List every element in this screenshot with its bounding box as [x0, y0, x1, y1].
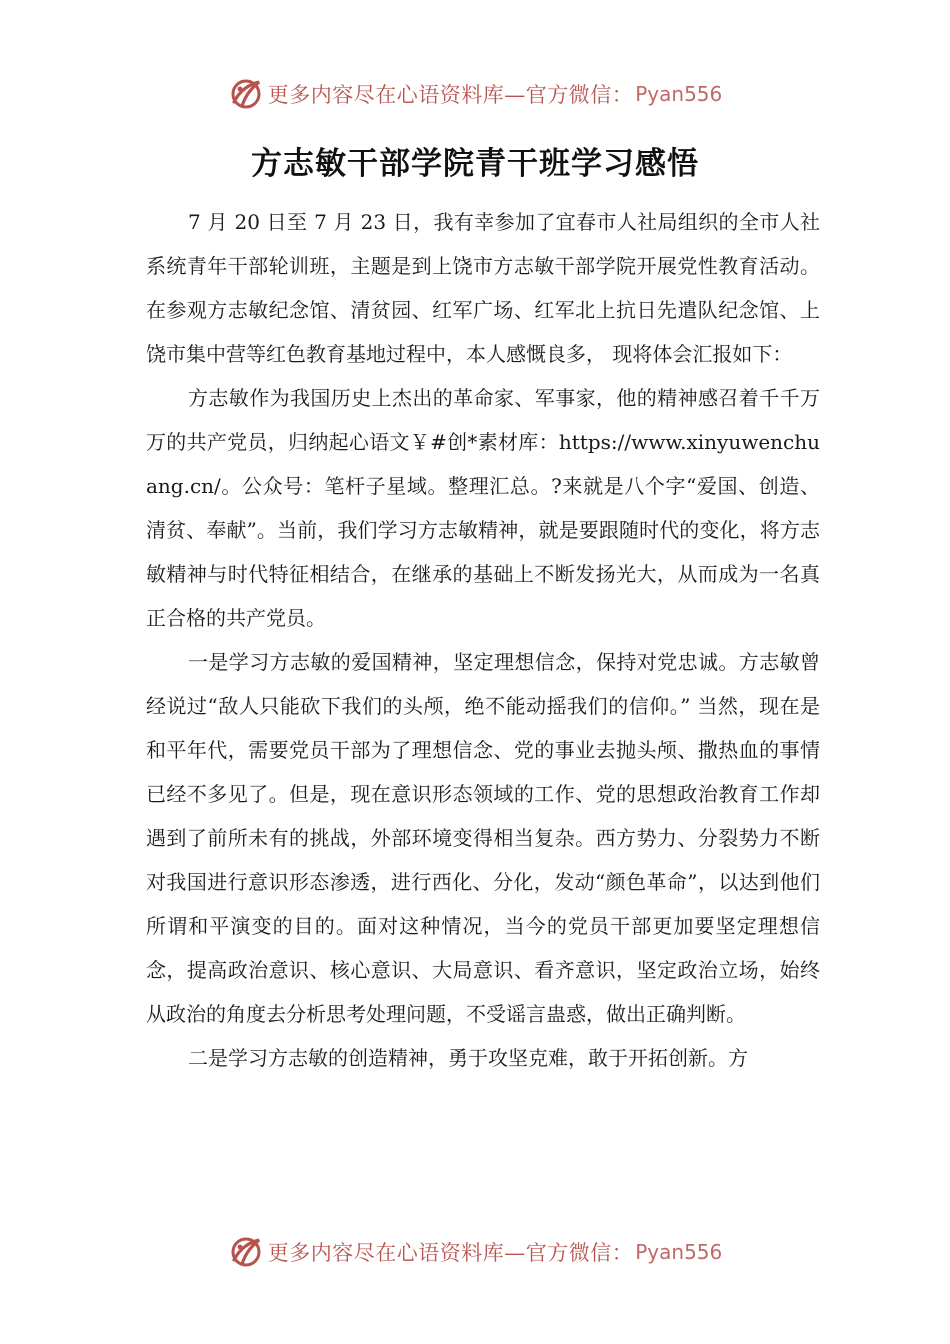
calligraphy-seal-logo-icon [228, 1234, 264, 1270]
banner-wechat-id: Pyan556 [635, 82, 723, 106]
banner-text: 更多内容尽在心语资料库—官方微信： [267, 83, 634, 107]
footer-banner [0, 1230, 950, 1274]
banner-wechat-id: Pyan556 [635, 1240, 723, 1264]
document-title: 方志敏干部学院青干班学习感悟 [251, 146, 699, 182]
calligraphy-seal-logo-icon [228, 76, 264, 112]
header-banner [0, 72, 950, 116]
paragraph-3: 一是学习方志敏的爱国精神，坚定理想信念，保持对党忠诚。方志敏曾经说过“敌人只能砍下我们的头颅，绝不能动摇我们的信仰。” 当然，现在是和平年代，需要党员干部为了理想信念、党的事业去抛头颅、撒热血的事情已经不多见了。但是，现在意识形态领域的工作、党的思想政治教育工作却遇到了前所未有的挑战，外部环境变得相当复杂。西方势力、分裂势力不断对我国进行意识形态渗透，进行西化、分化，发动“颜色革命”，以达到他们所谓和平演变的目的。面对这种情况，当今的党员干部更加要坚定理想信念，提高政治意识、核心意识、大局意识、看齐意识，坚定政治立场，始终从政治的角度去分析思考处理问题，不受谣言蛊惑，做出正确判断。 [146, 650, 820, 1026]
paragraph-1: 7 月 20 日至 7 月 23 日，我有幸参加了宜春市人社局组织的全市人社系统青年干部轮训班，主题是到上饶市方志敏干部学院开展党性教育活动。在参观方志敏纪念馆、清贫园、红军广场、红军北上抗日先遣队纪念馆、上饶市集中营等红色教育基地过程中，本人感慨良多， 现将体会汇报如下： [146, 210, 820, 366]
paragraph-4: 二是学习方志敏的创造精神，勇于攻坚克难，敢于开拓创新。方 [188, 1046, 748, 1070]
paragraph-2: 方志敏作为我国历史上杰出的革命家、军事家，他的精神感召着千千万万的共产党员，归纳起心语文￥#创*素材库：https://www.xinyuwenchuang.cn/。公众号：笔杆子星域。整理汇总。?来就是八个字“爱国、创造、清贫、奉献”。当前，我们学习方志敏精神，就是要跟随时代的变化，将方志敏精神与时代特征相结合，在继承的基础上不断发扬光大，从而成为一名真正合格的共产党员。 [146, 386, 820, 630]
document-body [146, 200, 820, 1080]
banner-text: 更多内容尽在心语资料库—官方微信： [267, 1241, 634, 1265]
